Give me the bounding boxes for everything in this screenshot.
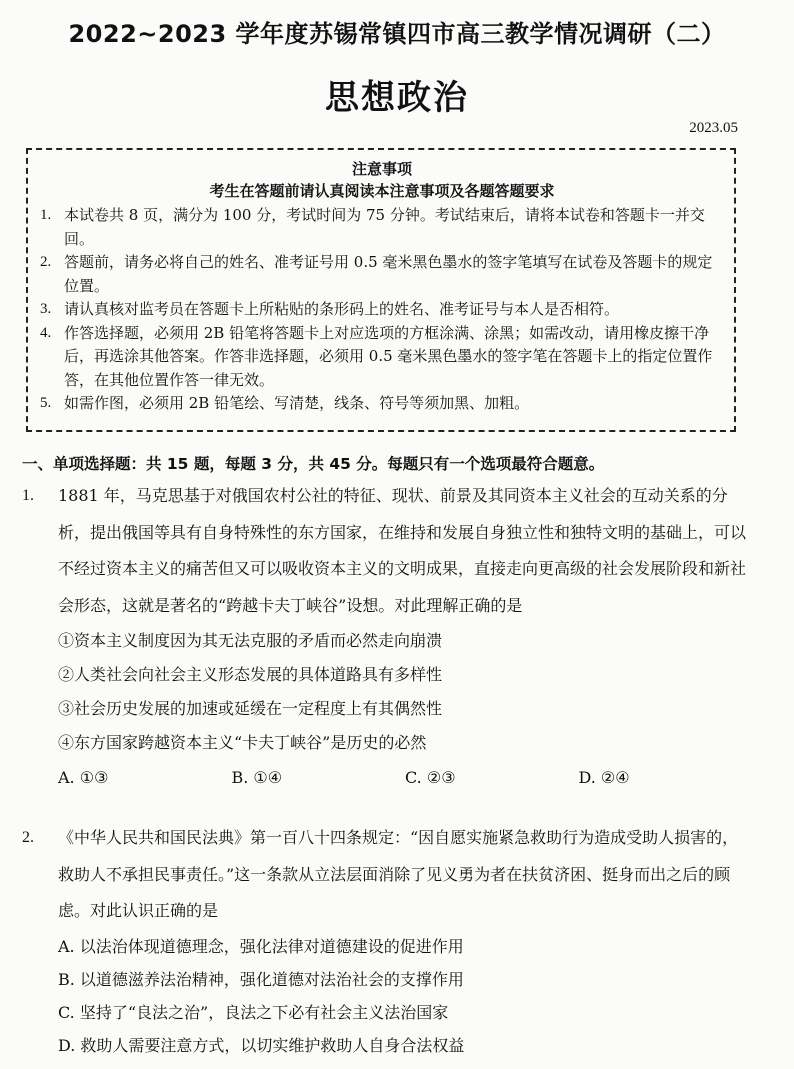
statement: ①资本主义制度因为其无法克服的矛盾而必然走向崩溃 — [58, 631, 443, 650]
subject-title: 思想政治 — [325, 78, 469, 118]
option-d: D. 救助人需要注意方式，以切实维护救助人自身合法权益 — [58, 1035, 465, 1055]
notice-item-text: 作答选择题，必须用 2B 铅笔将答题卡上对应选项的方框涂满、涂黑；如需改动，请用橡皮擦干净后，再选涂其他答案。作答非选择题，必须用 0.5 毫米黑色墨水的签字笔在答题卡上的指定位置作答，在其他位置作答一律无效。 — [64, 323, 713, 389]
notice-item-text: 请认真核对监考员在答题卡上所粘贴的条形码上的姓名、准考证号与本人是否相符。 — [64, 300, 620, 318]
options-row — [22, 760, 752, 796]
question-text: 《中华人民共和国民法典》第一百八十四条规定：“因自愿实施紧急救助行为造成受助人损害的，救助人不承担民事责任。”这一条款从立法层面消除了见义勇为者在扶贫济困、挺身而出之后的顾虑。对此认识正确的是 — [58, 828, 739, 920]
option-c: C. 坚持了“良法之治”，良法之下必有社会主义法治国家 — [58, 1002, 449, 1022]
option-a: A. 以法治体现道德理念，强化法律对道德建设的促进作用 — [58, 936, 464, 956]
notice-item — [40, 392, 724, 416]
notice-item — [40, 204, 724, 251]
notice-box — [26, 148, 736, 432]
question-number: 2. — [22, 829, 34, 846]
notice-item-number: 2. — [40, 254, 52, 270]
notice-item-text: 如需作图，必须用 2B 铅笔绘、写清楚，线条、符号等须加黑、加粗。 — [64, 394, 530, 412]
statement: ④东方国家跨越资本主义“卡夫丁峡谷”是历史的必然 — [58, 733, 427, 752]
exam-date: 2023.05 — [689, 120, 738, 136]
statement: ②人类社会向社会主义形态发展的具体道路具有多样性 — [58, 665, 443, 684]
notice-item — [40, 322, 724, 393]
notice-item-number: 3. — [40, 301, 52, 317]
notice-item-text: 本试卷共 8 页，满分为 100 分，考试时间为 75 分钟。考试结束后，请将本试卷和答题卡一并交回。 — [64, 206, 705, 248]
question-1 — [22, 478, 752, 796]
notice-item-number: 5. — [40, 395, 52, 411]
option-a: A. ①③ — [58, 768, 109, 787]
question-stem — [22, 478, 752, 624]
option-d: D. ②④ — [578, 768, 630, 787]
exam-title: 2022~2023 学年度苏锡常镇四市高三教学情况调研（二） — [68, 20, 726, 48]
option-c: C. ②③ — [405, 768, 456, 787]
section-heading: 一、单项选择题：共 15 题，每题 3 分，共 45 分。每题只有一个选项最符合题意。 — [22, 455, 605, 473]
notice-title: 注意事项 — [351, 160, 412, 178]
question-2 — [22, 820, 752, 1062]
question-number: 1. — [22, 487, 34, 504]
question-text: 1881 年，马克思基于对俄国农村公社的特征、现状、前景及其同资本主义社会的互动关系的分析，提出俄国等具有自身特殊性的东方国家，在维持和发展自身独立性和独特文明的基础上，可以不经过资本主义的痛苦但又可以吸收资本主义的文明成果，直接走向更高级的社会发展阶段和新社会形态，这就是著名的“跨越卡夫丁峡谷”设想。对此理解正确的是 — [58, 486, 747, 615]
notice-subtitle: 考生在答题前请认真阅读本注意事项及各题答题要求 — [209, 182, 555, 200]
question-stem — [22, 820, 752, 930]
notice-item-number: 1. — [40, 207, 52, 223]
notice-item-text: 答题前，请务必将自己的姓名、准考证号用 0.5 毫米黑色墨水的签字笔填写在试卷及答题卡的规定位置。 — [64, 253, 713, 295]
notice-item — [40, 251, 724, 298]
statement: ③社会历史发展的加速或延缓在一定程度上有其偶然性 — [58, 699, 443, 718]
notice-item-number: 4. — [40, 324, 52, 341]
notice-item — [40, 298, 724, 322]
option-b: B. 以道德滋养法治精神，强化道德对法治社会的支撑作用 — [58, 969, 464, 989]
option-b: B. ①④ — [231, 768, 283, 787]
